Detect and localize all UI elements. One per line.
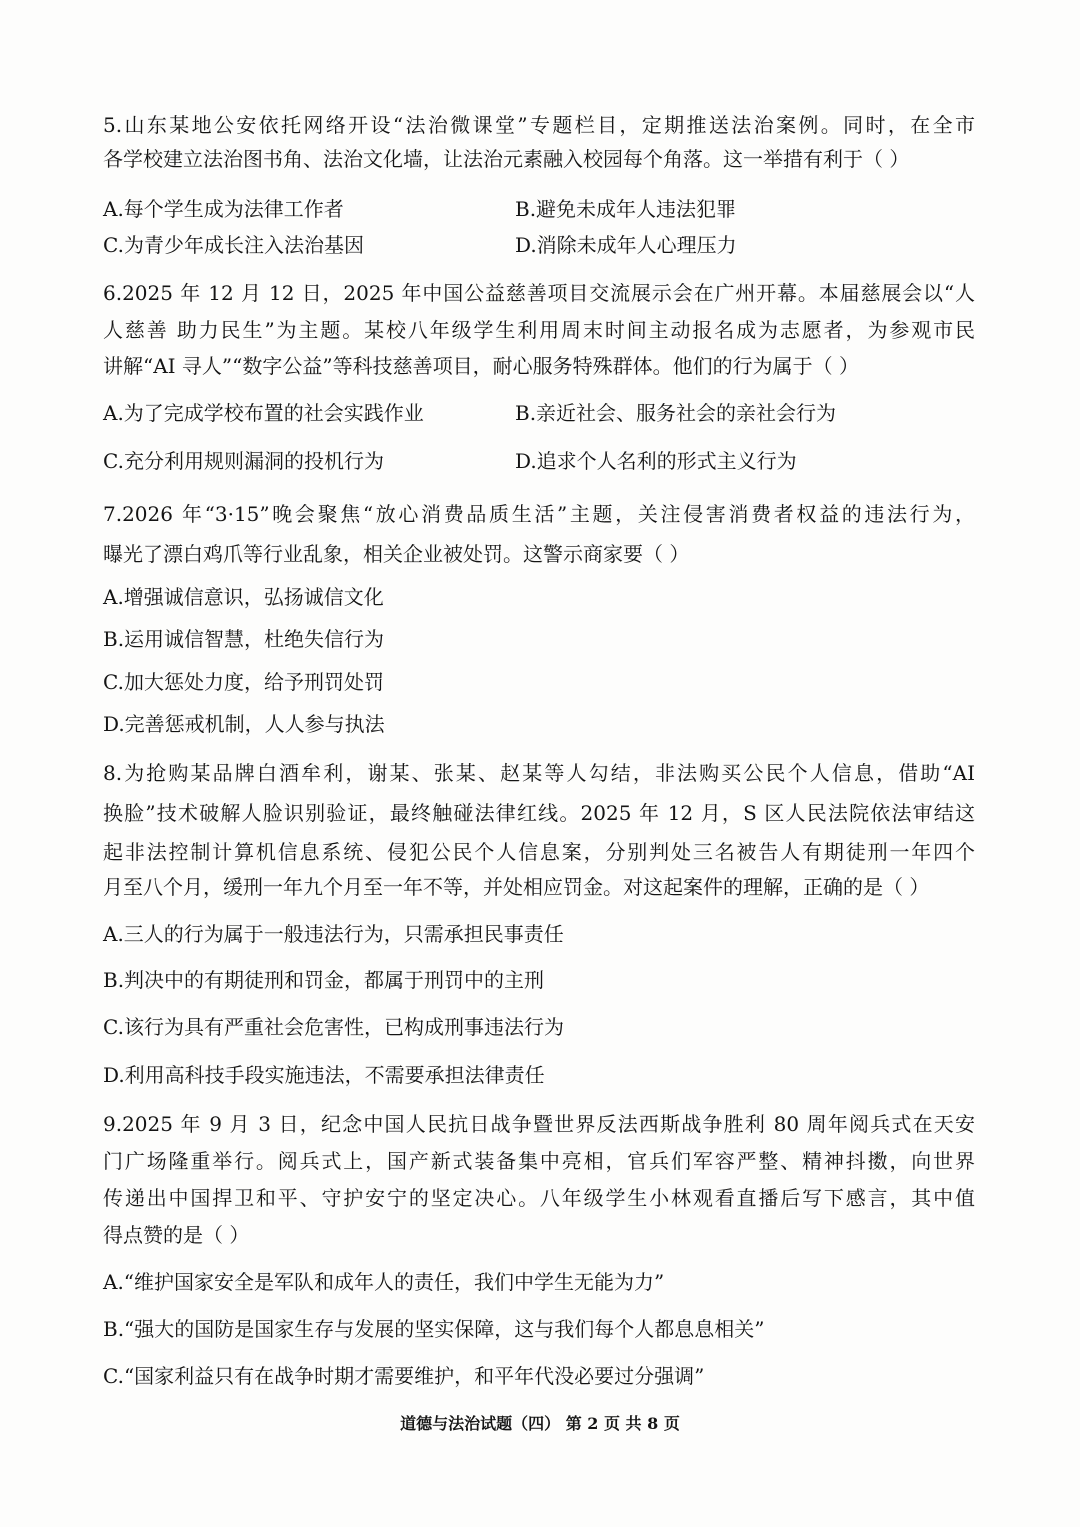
- option-a: A.每个学生成为法律工作者: [103, 197, 344, 221]
- question-stem-line: 9.2025 年 9 月 3 日，纪念中国人民抗日战争暨世界反法西斯战争胜利 80 周年阅兵式在天安: [103, 1112, 975, 1136]
- option-a: A.“维护国家安全是军队和成年人的责任，我们中学生无能为力”: [103, 1270, 665, 1294]
- question-stem-line: 传递出中国捍卫和平、守护安宁的坚定决心。八年级学生小林观看直播后写下感言，其中值: [103, 1186, 975, 1210]
- option-b: B.亲近社会、服务社会的亲社会行为: [515, 401, 837, 425]
- page-footer: 道德与法治试题（四） 第 2 页 共 8 页: [400, 1414, 680, 1433]
- option-c: C.加大惩处力度，给予刑罚处罚: [103, 670, 384, 694]
- question-stem-line: 8.为抢购某品牌白酒牟利，谢某、张某、赵某等人勾结，非法购买公民个人信息，借助“AI: [103, 761, 975, 785]
- option-c: C.充分利用规则漏洞的投机行为: [103, 449, 384, 473]
- question-stem-line: 7.2026 年“3·15”晚会聚焦“放心消费品质生活”主题，关注侵害消费者权益的违法行为，: [103, 502, 975, 526]
- option-d: D.完善惩戒机制，人人参与执法: [103, 712, 385, 736]
- question-stem-line: 曝光了漂白鸡爪等行业乱象，相关企业被处罚。这警示商家要（ ）: [103, 542, 690, 566]
- question-stem-line: 人慈善 助力民生”为主题。某校八年级学生利用周末时间主动报名成为志愿者，为参观市民: [103, 318, 975, 342]
- question-stem-line: 门广场隆重举行。阅兵式上，国产新式装备集中亮相，官兵们军容严整、精神抖擞，向世界: [103, 1149, 975, 1173]
- question-stem-line: 月至八个月，缓刑一年九个月至一年不等，并处相应罚金。对这起案件的理解，正确的是（ ）: [103, 875, 930, 899]
- question-stem-line: 得点赞的是（ ）: [103, 1223, 250, 1247]
- option-b: B.判决中的有期徒刑和罚金，都属于刑罚中的主刑: [103, 968, 545, 992]
- question-stem-line: 6.2025 年 12 月 12 日，2025 年中国公益慈善项目交流展示会在广州开幕。本届慈展会以“人: [103, 281, 975, 305]
- option-b: B.避免未成年人违法犯罪: [515, 197, 737, 221]
- option-a: A.三人的行为属于一般违法行为，只需承担民事责任: [103, 922, 564, 946]
- option-c: C.该行为具有严重社会危害性，已构成刑事违法行为: [103, 1015, 564, 1039]
- option-c: C.“国家利益只有在战争时期才需要维护，和平年代没必要过分强调”: [103, 1364, 705, 1388]
- question-stem-line: 起非法控制计算机信息系统、侵犯公民个人信息案，分别判处三名被告人有期徒刑一年四个: [103, 840, 975, 864]
- option-d: D.消除未成年人心理压力: [515, 233, 737, 257]
- option-c: C.为青少年成长注入法治基因: [103, 233, 364, 257]
- option-d: D.追求个人名利的形式主义行为: [515, 449, 797, 473]
- option-b: B.运用诚信智慧，杜绝失信行为: [103, 627, 385, 651]
- question-stem-line: 5.山东某地公安依托网络开设“法治微课堂”专题栏目，定期推送法治案例。同时，在全市: [103, 113, 975, 137]
- question-stem-line: 各学校建立法治图书角、法治文化墙，让法治元素融入校园每个角落。这一举措有利于（ ）: [103, 147, 910, 171]
- option-b: B.“强大的国防是国家生存与发展的坚实保障，这与我们每个人都息息相关”: [103, 1317, 765, 1341]
- option-a: A.为了完成学校布置的社会实践作业: [103, 401, 424, 425]
- option-a: A.增强诚信意识，弘扬诚信文化: [103, 585, 384, 609]
- option-d: D.利用高科技手段实施违法，不需要承担法律责任: [103, 1063, 545, 1087]
- question-stem-line: 讲解“AI 寻人”“数字公益”等科技慈善项目，耐心服务特殊群体。他们的行为属于（ ）: [103, 354, 859, 378]
- question-stem-line: 换脸”技术破解人脸识别验证，最终触碰法律红线。2025 年 12 月，S 区人民法院依法审结这: [103, 801, 975, 825]
